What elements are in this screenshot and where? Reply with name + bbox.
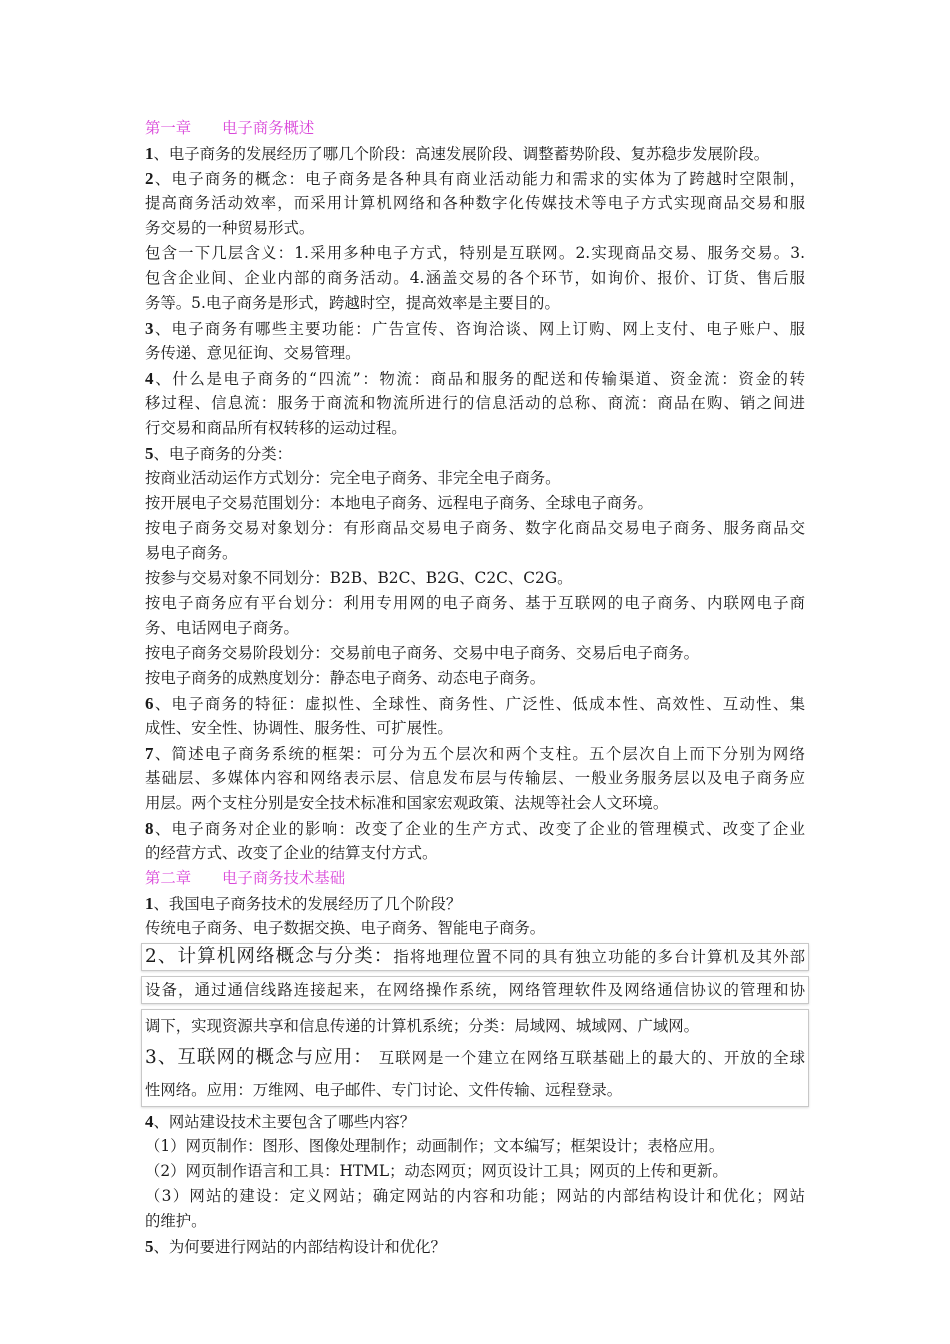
item-number: 5: [145, 1237, 154, 1256]
text-line: 按电子商务的成熟度划分：静态电子商务、动态电子商务。: [145, 669, 546, 687]
text-line: 设备，通过通信线路连接起来，在网络操作系统，网络管理软件及网络通信协议的管理和协: [145, 981, 805, 999]
text-line: （2）网页制作语言和工具：HTML；动态网页；网页设计工具；网页的上传和更新。: [145, 1162, 728, 1180]
text-line: 性网络。应用：万维网、电子邮件、专门讨论、文件传输、远程登录。: [145, 1081, 623, 1099]
paragraph: [145, 141, 805, 166]
text-line: 按电子商务交易阶段划分：交易前电子商务、交易中电子商务、交易后电子商务。: [145, 644, 700, 662]
paragraph: [145, 466, 805, 491]
paragraph: [145, 516, 805, 566]
boxed-heading: 3、互联网的概念与应用：: [145, 1047, 373, 1068]
text-line: 调下，实现资源共享和信息传递的计算机系统；分类：局域网、城域网、广域网。: [145, 1017, 700, 1035]
paragraph: [145, 591, 805, 641]
text-line: 传统电子商务、电子数据交换、电子商务、智能电子商务。: [145, 919, 546, 937]
paragraph: [145, 891, 805, 916]
paragraph: [145, 666, 805, 691]
text-line: 移过程、信息流：服务于商流和物流所进行的信息活动的总称、商流：商品在购、销之间进: [145, 394, 805, 412]
item-number: 8: [145, 819, 154, 838]
text-line: 成性、安全性、协调性、服务性、可扩展性。: [145, 719, 453, 737]
text-line: 3、电子商务有哪些主要功能：广告宣传、咨询洽谈、网上订购、网上支付、电子账户、服: [145, 319, 805, 338]
text-line: 务交易的一种贸易形式。: [145, 219, 315, 237]
boxed-heading: 2、计算机网络概念与分类：: [145, 946, 394, 967]
paragraph: [145, 816, 805, 866]
text-line: 第二章 电子商务技术基础: [145, 869, 346, 887]
paragraph: [145, 241, 805, 316]
text-line: 1、我国电子商务技术的发展经历了几个阶段？: [145, 894, 462, 913]
paragraph: [145, 166, 805, 241]
boxed-paragraph-continued: [141, 976, 809, 1004]
paragraph: [145, 1184, 805, 1234]
item-number: 6: [145, 694, 154, 713]
paragraph: [145, 1134, 805, 1159]
text-line: 的经营方式、改变了企业的结算支付方式。: [145, 844, 438, 862]
chapter-heading: [145, 866, 805, 891]
text-line: 1、电子商务的发展经历了哪几个阶段：高速发展阶段、调整蓄势阶段、复苏稳步发展阶段。: [145, 144, 770, 163]
text-line: 4、什么是电子商务的“四流”：物流：商品和服务的配送和传输渠道、资金流：资金的转: [145, 369, 805, 388]
paragraph: [145, 366, 805, 441]
text-line: 2、电子商务的概念：电子商务是各种具有商业活动能力和需求的实体为了跨越时空限制，: [145, 169, 805, 188]
text-line: 按参与交易对象不同划分：B2B、B2C、B2G、C2C、C2G。: [145, 569, 573, 587]
text-line: 7、简述电子商务系统的框架：可分为五个层次和两个支柱。五个层次自上而下分别为网络: [145, 744, 805, 763]
paragraph: [145, 691, 805, 741]
text-line: 包含企业间、企业内部的商务活动。4.涵盖交易的各个环节，如询价、报价、订货、售后服: [145, 269, 805, 287]
section-chapter-1-and-2: [145, 116, 805, 941]
boxed-text: 互联网是一个建立在网络互联基础上的最大的、开放的全球: [372, 1049, 805, 1067]
item-number: 3: [145, 319, 154, 338]
text-line: （3）网站的建设：定义网站；确定网站的内容和功能；网站的内部结构设计和优化；网站: [145, 1187, 805, 1205]
text-line: [145, 944, 805, 970]
item-number: 2: [145, 169, 154, 188]
text-line: 5、电子商务的分类：: [145, 444, 293, 463]
text-line: 按商业活动运作方式划分：完全电子商务、非完全电子商务。: [145, 469, 561, 487]
text-line: 按开展电子交易范围划分：本地电子商务、远程电子商务、全球电子商务。: [145, 494, 653, 512]
text-line: 6、电子商务的特征：虚拟性、全球性、商务性、广泛性、低成本性、高效性、互动性、集: [145, 694, 805, 713]
text-line: 易电子商务。: [145, 544, 238, 562]
item-number: 1: [145, 144, 154, 163]
text-line: 按电子商务应有平台划分：利用专用网的电子商务、基于互联网的电子商务、内联网电子商: [145, 594, 805, 612]
text-line: 的维护。: [145, 1212, 207, 1230]
text-line: 提高商务活动效率，而采用计算机网络和各种数字化传媒技术等电子方式实现商品交易和服: [145, 194, 805, 212]
section-website-construction: [145, 1109, 805, 1259]
text-line: 用层。两个支柱分别是安全技术标准和国家宏观政策、法规等社会人文环境。: [145, 794, 669, 812]
paragraph: [145, 441, 805, 466]
boxed-text: 指将地理位置不同的具有独立功能的多台计算机及其外部: [393, 948, 805, 966]
paragraph: [145, 566, 805, 591]
text-line: 包含一下几层含义：1.采用多种电子方式，特别是互联网。2.实现商品交易、服务交易。3.: [145, 244, 805, 262]
text-line: 第一章 电子商务概述: [145, 119, 315, 137]
paragraph: [145, 1234, 805, 1259]
item-number: 1: [145, 894, 154, 913]
text-line: 按电子商务交易对象划分：有形商品交易电子商务、数字化商品交易电子商务、服务商品交: [145, 519, 805, 537]
text-line: 务等。5.电子商务是形式，跨越时空，提高效率是主要目的。: [145, 294, 560, 312]
paragraph: [145, 1159, 805, 1184]
item-number: 7: [145, 744, 154, 763]
text-line: 基础层、多媒体内容和网络表示层、信息发布层与传输层、一般业务服务层以及电子商务应: [145, 769, 805, 787]
boxed-paragraph-network-concept: [141, 943, 809, 971]
text-line: （1）网页制作：图形、图像处理制作；动画制作；文本编写；框架设计；表格应用。: [145, 1137, 725, 1155]
text-line: 8、电子商务对企业的影响：改变了企业的生产方式、改变了企业的管理模式、改变了企业: [145, 819, 805, 838]
item-number: 5: [145, 444, 154, 463]
paragraph: [145, 916, 805, 941]
item-number: 4: [145, 1112, 154, 1131]
paragraph: [145, 316, 805, 366]
paragraph: [145, 641, 805, 666]
text-line: 4、网站建设技术主要包含了哪些内容？: [145, 1112, 416, 1131]
item-number: 4: [145, 369, 154, 388]
text-line: 5、为何要进行网站的内部结构设计和优化？: [145, 1237, 446, 1256]
paragraph: [145, 491, 805, 516]
text-line: 行交易和商品所有权转移的运动过程。: [145, 419, 407, 437]
document-page: [145, 116, 805, 1259]
text-line: 务、电话网电子商务。: [145, 619, 299, 637]
text-line: 务传递、意见征询、交易管理。: [145, 344, 361, 362]
text-line: [145, 1042, 805, 1074]
paragraph: [145, 741, 805, 816]
paragraph: [145, 1109, 805, 1134]
chapter-heading: [145, 116, 805, 141]
boxed-paragraph-internet: [141, 1009, 809, 1107]
